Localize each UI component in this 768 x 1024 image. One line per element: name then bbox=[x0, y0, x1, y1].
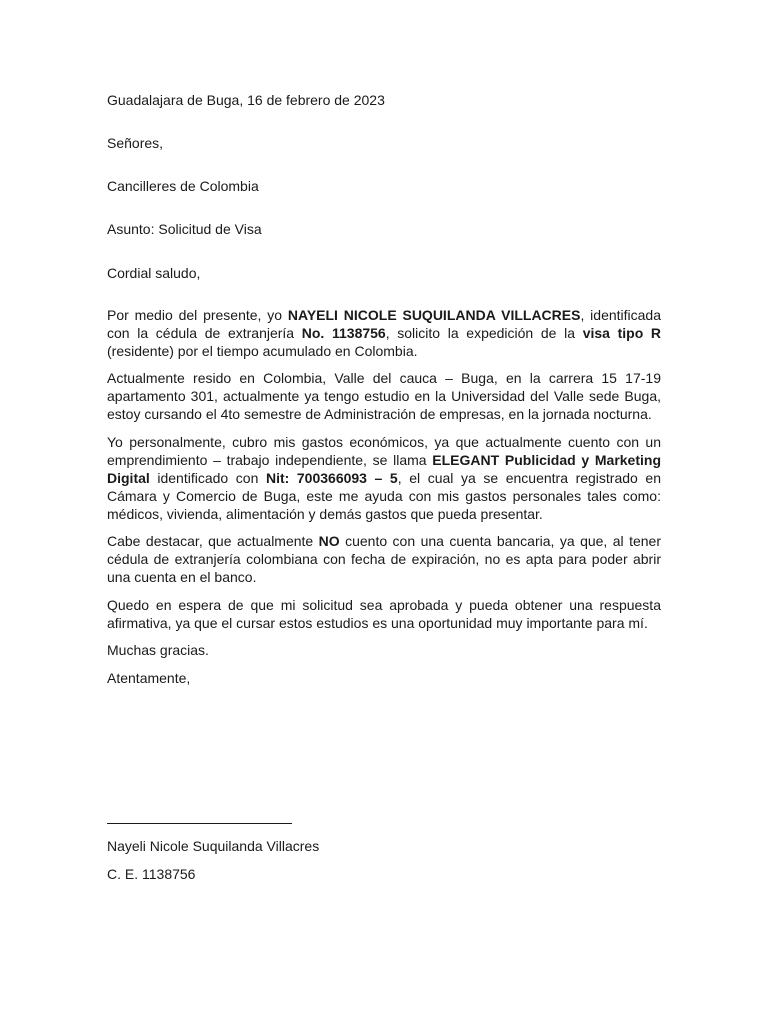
paragraph-bank bbox=[107, 532, 661, 586]
bank-no-emphasis: NO bbox=[318, 533, 340, 549]
paragraph-closing-request: Quedo en espera de que mi solicitud sea aprobada y pueda obtener una respuesta afirmativa, ya que el cursar estos estudios es una oportunidad muy importante para mí. bbox=[107, 597, 661, 631]
id-number: No. 1138756 bbox=[301, 325, 386, 341]
paragraph-request-text-3: , solicito la expedición de la bbox=[385, 325, 583, 341]
place-date: Guadalajara de Buga, 16 de febrero de 2023 bbox=[107, 92, 385, 108]
signature-line bbox=[107, 823, 292, 824]
paragraph-bank-text-1: Cabe destacar, que actualmente bbox=[107, 533, 319, 549]
signature-name: Nayeli Nicole Suquilanda Villacres bbox=[107, 838, 320, 854]
salutation-to: Señores, bbox=[107, 135, 164, 151]
recipient: Cancilleres de Colombia bbox=[107, 178, 259, 194]
paragraph-finances-text-3: , el cual ya se encuentra registrado en Cámara y Comercio de Buga, este me ayuda con mis gastos personales tales como: médicos, vivienda, alimentación y demás gastos que pueda presentar. bbox=[107, 470, 661, 522]
signature-id: C. E. 1138756 bbox=[107, 866, 196, 882]
paragraph-request bbox=[107, 306, 661, 360]
subject: Asunto: Solicitud de Visa bbox=[107, 221, 262, 237]
paragraph-finances-text-2: identificado con bbox=[149, 470, 266, 486]
closing: Atentamente, bbox=[107, 670, 191, 686]
paragraph-bank-text-2: cuento con una cuenta bancaria, ya que, al tener cédula de extranjería colombiana con fecha de expiración, no es apta para poder abrir una cuenta en el banco. bbox=[107, 533, 661, 585]
paragraph-finances bbox=[107, 433, 661, 523]
business-name: ELEGANT Publicidad y Marketing Digital bbox=[107, 452, 661, 486]
paragraph-finances-text-1: Yo personalmente, cubro mis gastos económicos, ya que actualmente cuento con un emprendimiento – trabajo independiente, se llama bbox=[107, 434, 661, 468]
thanks: Muchas gracias. bbox=[107, 642, 209, 658]
business-nit: Nit: 700366093 – 5 bbox=[265, 470, 398, 486]
paragraph-request-text-1: Por medio del presente, yo bbox=[107, 307, 288, 323]
greeting: Cordial saludo, bbox=[107, 265, 201, 281]
paragraph-residence: Actualmente resido en Colombia, Valle del cauca – Buga, en la carrera 15 17-19 apartamento 301, actualmente ya tengo estudio en la Universidad del Valle sede Buga, estoy cursando el 4to semestre de Administración de empresas, en la jornada nocturna. bbox=[107, 370, 661, 422]
visa-type: visa tipo R bbox=[582, 325, 662, 341]
paragraph-request-text-4: (residente) por el tiempo acumulado en Colombia. bbox=[107, 343, 418, 359]
applicant-name: NAYELI NICOLE SUQUILANDA VILLACRES bbox=[287, 307, 581, 323]
paragraph-request-text-2: , identificada con la cédula de extranjería bbox=[107, 307, 662, 341]
